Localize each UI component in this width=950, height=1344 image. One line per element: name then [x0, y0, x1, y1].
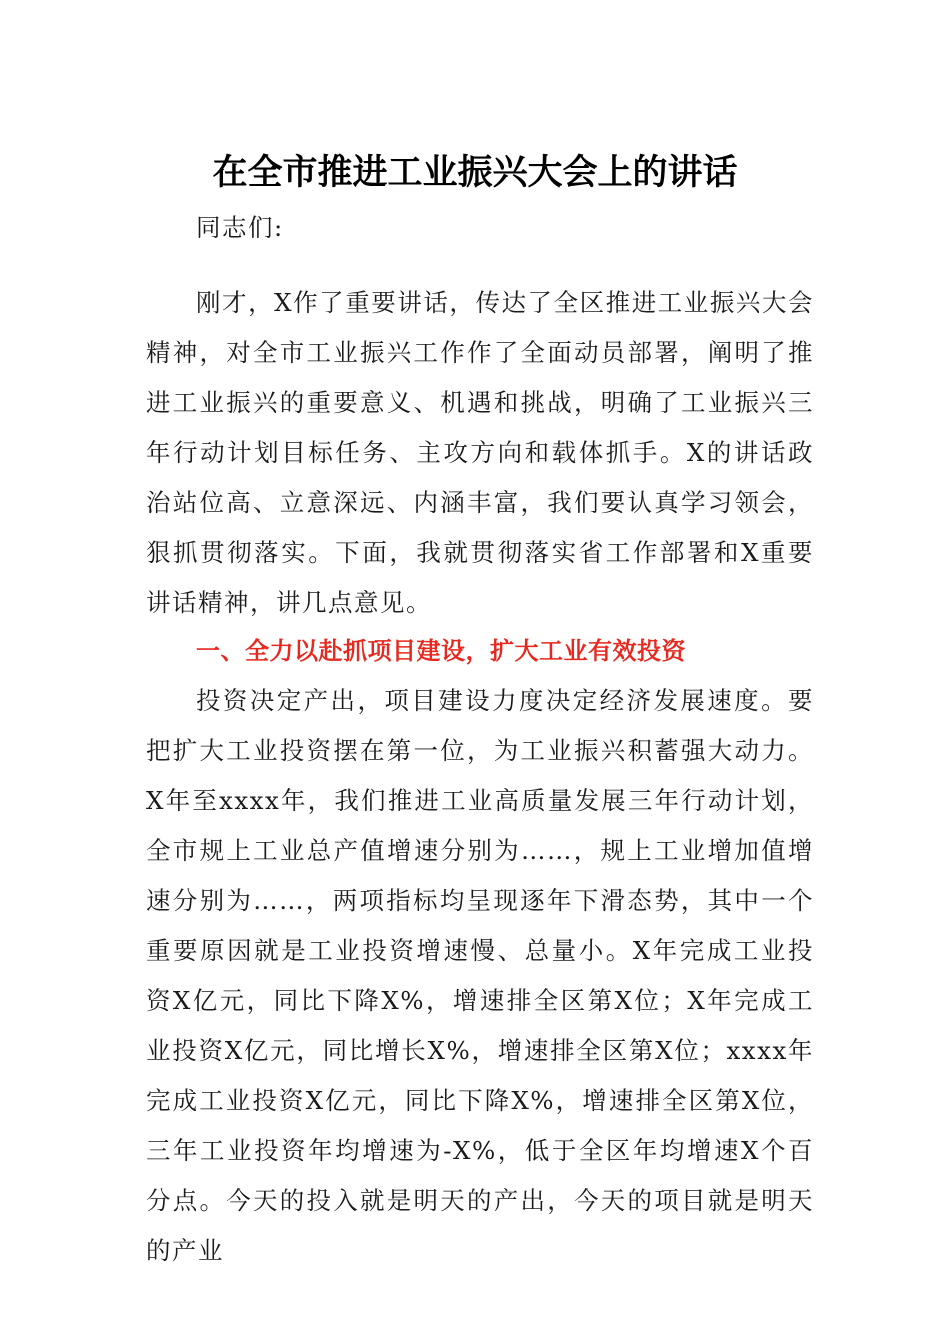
document-title: 在全市推进工业振兴大会上的讲话	[212, 152, 738, 193]
paragraph-investment: 投资决定产出，项目建设力度决定经济发展速度。要把扩大工业投资摆在第一位，为工业振兴积蓄强大动力。X年至xxxx年，我们推进工业高质量发展三年行动计划，全市规上工业总产值增速分别为……，规上工业增加值增速分别为……，两项指标均呈现逐年下滑态势，其中一个重要原因就是工业投资增速慢、总量小。X年完成工业投资X亿元，同比下降X%，增速排全区第X位；X年完成工业投资X亿元，同比增长X%，增速排全区第X位；xxxx年完成工业投资X亿元，同比下降X%，增速排全区第X位，三年工业投资年均增速为-X%，低于全区年均增速X个百分点。今天的投入就是明天的产出，今天的项目就是明天的产业	[146, 686, 814, 1265]
paragraph-intro: 刚才，X作了重要讲话，传达了全区推进工业振兴大会精神，对全市工业振兴工作作了全面动员部署，阐明了推进工业振兴的重要意义、机遇和挑战，明确了工业振兴三年行动计划目标任务、主攻方向和载体抓手。X的讲话政治站位高、立意深远、内涵丰富，我们要认真学习领会，狠抓贯彻落实。下面，我就贯彻落实省工作部署和X重要讲话精神，讲几点意见。	[146, 288, 814, 617]
salutation: 同志们:	[196, 213, 284, 242]
section-heading: 一、全力以赴抓项目建设，扩大工业有效投资	[196, 637, 686, 665]
